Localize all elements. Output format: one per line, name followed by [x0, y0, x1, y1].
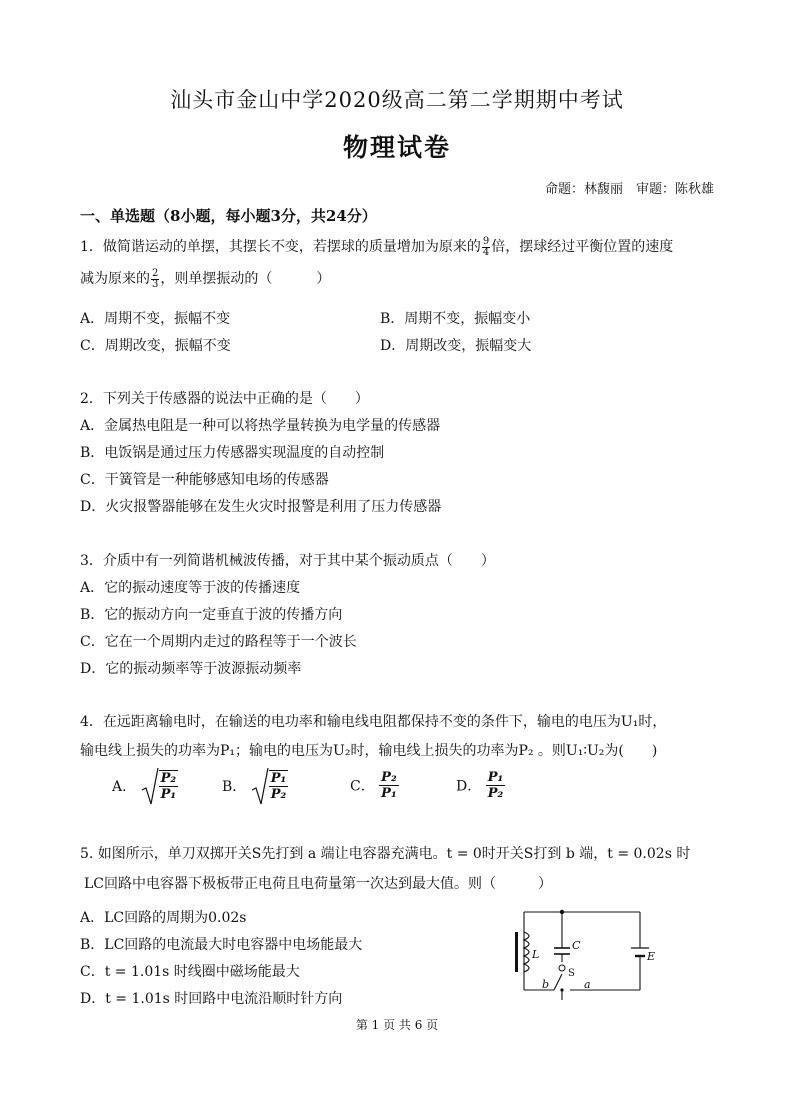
q4-a-frac	[159, 770, 178, 802]
q4-c-num: P₂	[381, 770, 397, 785]
label-b: b	[542, 978, 550, 991]
q1-stem-line2	[80, 268, 330, 290]
switch-blade	[554, 974, 562, 990]
q4-d-num: P₁	[487, 770, 504, 785]
q3-option-b: B．它的振动方向一定垂直于波的传播方向	[80, 607, 343, 623]
q1-frac1-num: 9	[482, 235, 490, 247]
section-heading: 一、单选题（8小题，每小题3分，共24分）	[80, 207, 377, 225]
q4-stem-line2: 输电线上损失的功率为P₁；输电的电压为U₂时，输电线上损失的功率为P₂ 。则U₁∶U₂为( )	[80, 743, 658, 759]
q1-fraction-9-4	[482, 237, 490, 258]
label-l: L	[532, 948, 540, 961]
q4-c-label: C．	[350, 778, 375, 795]
q4-option-d	[456, 770, 505, 801]
inductor-coil-icon	[524, 932, 529, 972]
q5-option-a: A．LC回路的周期为0.02s	[80, 910, 247, 926]
lc-circuit-diagram	[510, 902, 660, 1002]
q4-b-sqrt	[251, 766, 288, 806]
q5-option-c: C．t = 1.01s 时线圈中磁场能最大	[80, 964, 300, 980]
q4-d-frac	[486, 770, 505, 801]
switch-pivot-icon	[559, 965, 565, 971]
label-a: a	[584, 978, 591, 991]
q4-b-den: P₂	[270, 787, 287, 802]
q2-option-b: B．电饭锅是通过压力传感器实现温度的自动控制	[80, 445, 385, 461]
switch-contact-a-icon	[560, 988, 563, 991]
q4-a-sqrt	[141, 766, 178, 806]
q3-option-a: A．它的振动速度等于波的传播速度	[80, 580, 301, 596]
q4-stem-line1: 4．在远距离输电时，在输送的电功率和输电线电阻都保持不变的条件下，输电的电压为U₁时，	[80, 714, 667, 730]
inductor-core-icon	[515, 932, 518, 972]
q1-stem-line1	[80, 236, 673, 258]
q5-option-b: B．LC回路的电流最大时电容器中电场能最大	[80, 937, 363, 953]
q1-text-d: ，则单摆振动的（	[160, 271, 273, 287]
q3-option-d: D．它的振动频率等于波源振动频率	[80, 661, 302, 677]
q2-stem: 2．下列关于传感器的说法中正确的是（ ）	[80, 391, 369, 407]
q4-a-num: P₂	[160, 771, 177, 786]
q1-frac2-den: 3	[152, 278, 159, 290]
exam-authors: 命题：林馥丽 审题：陈秋雄	[544, 182, 714, 197]
q4-option-a	[112, 766, 178, 806]
label-c: C	[572, 939, 581, 952]
q1-text-b: 倍，摆球经过平衡位置的速度	[491, 239, 674, 255]
q1-text-e: ）	[316, 271, 331, 287]
q4-option-b	[222, 766, 288, 806]
q2-option-a: A．金属热电阻是一种可以将热学量转换为电学量的传感器	[80, 418, 441, 434]
q3-option-c: C．它在一个周期内走过的路程等于一个波长	[80, 634, 357, 650]
q2-option-d: D．火灾报警器能够在发生火灾时报警是利用了压力传感器	[80, 499, 442, 515]
q4-option-c	[350, 770, 399, 801]
q1-frac1-den: 4	[482, 246, 490, 258]
q5-stem-line1: 5. 如图所示，单刀双掷开关S先打到 a 端让电容器充满电。t = 0时开关S打到 b 端，t = 0.02s 时	[80, 846, 691, 862]
q1-option-d: D．周期改变，振幅变大	[380, 338, 532, 354]
sqrt-sign-icon	[251, 766, 269, 806]
q1-option-b: B．周期不变，振幅变小	[380, 311, 531, 327]
sqrt-sign-icon	[141, 766, 159, 806]
label-s: S	[568, 968, 575, 979]
q4-a-label: A．	[112, 779, 137, 795]
q4-b-frac	[269, 770, 288, 802]
q1-option-c: C．周期改变，振幅不变	[80, 338, 231, 354]
q3-stem: 3．介质中有一列简谐机械波传播，对于其中某个振动质点（ ）	[80, 553, 495, 569]
q4-a-den: P₁	[160, 787, 177, 802]
q1-text-c: 减为原来的	[80, 271, 150, 287]
exam-title: 汕头市金山中学2020级高二第二学期期中考试	[170, 88, 624, 112]
q4-c-frac	[379, 770, 398, 801]
q1-option-a: A．周期不变，振幅不变	[80, 311, 231, 327]
q1-frac2-num: 2	[152, 267, 159, 279]
q5-option-d: D．t = 1.01s 时回路中电流沿顺时针方向	[80, 991, 343, 1007]
junction-dot-icon	[560, 910, 564, 914]
q1-text-a: 1．做简谐运动的单摆，其摆长不变，若摆球的质量增加为原来的	[80, 239, 481, 255]
q4-d-label: D．	[456, 778, 482, 795]
label-e: E	[647, 950, 656, 963]
q1-fraction-2-3	[151, 269, 159, 290]
q4-b-label: B．	[222, 779, 247, 795]
page-footer: 第 1 页 共 6 页	[355, 1018, 439, 1032]
q4-d-den: P₂	[487, 786, 504, 801]
q5-stem-line2: LC回路中电容器下极板带正电荷且电荷量第一次达到最大值。则（ ）	[84, 876, 553, 892]
exam-subject: 物理试卷	[342, 133, 451, 162]
q4-b-num: P₁	[270, 771, 287, 786]
q4-c-den: P₁	[381, 786, 397, 801]
q2-option-c: C．干簧管是一种能够感知电场的传感器	[80, 472, 329, 488]
